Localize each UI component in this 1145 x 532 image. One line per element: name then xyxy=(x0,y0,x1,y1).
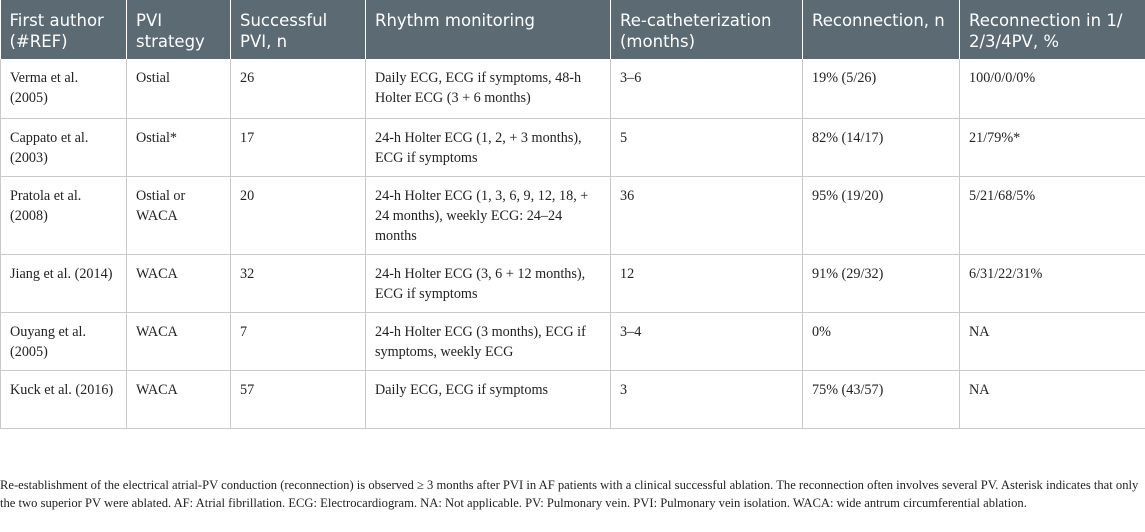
cell-reconnection-pv: 21/79%* xyxy=(960,118,1145,176)
cell-re-catheterization: 5 xyxy=(611,118,803,176)
cell-successful-pvi: 32 xyxy=(231,254,366,312)
table-row xyxy=(1,312,1145,370)
header-first-author: First author (#REF) xyxy=(1,0,127,59)
cell-re-catheterization: 3 xyxy=(611,370,803,428)
table-row xyxy=(1,254,1145,312)
cell-rhythm-monitoring: 24-h Holter ECG (1, 3, 6, 9, 12, 18, + 24 months), weekly ECG: 24–24 months xyxy=(366,176,611,254)
cell-author: Cappato et al. (2003) xyxy=(1,118,127,176)
header-pvi-strategy: PVI strategy xyxy=(127,0,231,59)
table-row xyxy=(1,370,1145,428)
cell-strategy: WACA xyxy=(127,370,231,428)
header-successful-pvi: Successful PVI, n xyxy=(231,0,366,59)
header-re-catheterization: Re-catheterization (months) xyxy=(611,0,803,59)
cell-rhythm-monitoring: 24-h Holter ECG (3 months), ECG if symptoms, weekly ECG xyxy=(366,312,611,370)
header-reconnection-pv: Reconnection in 1/ 2/3/4PV, % xyxy=(960,0,1145,59)
cell-reconnection-pv: 6/31/22/31% xyxy=(960,254,1145,312)
cell-re-catheterization: 36 xyxy=(611,176,803,254)
cell-successful-pvi: 20 xyxy=(231,176,366,254)
cell-author: Verma et al. (2005) xyxy=(1,59,127,118)
header-reconnection: Reconnection, n xyxy=(803,0,960,59)
cell-re-catheterization: 12 xyxy=(611,254,803,312)
table-row xyxy=(1,59,1145,118)
cell-reconnection-pv: NA xyxy=(960,312,1145,370)
cell-reconnection: 75% (43/57) xyxy=(803,370,960,428)
cell-reconnection: 0% xyxy=(803,312,960,370)
cell-successful-pvi: 7 xyxy=(231,312,366,370)
cell-strategy: WACA xyxy=(127,254,231,312)
cell-reconnection: 82% (14/17) xyxy=(803,118,960,176)
header-row xyxy=(1,0,1145,59)
cell-reconnection-pv: 5/21/68/5% xyxy=(960,176,1145,254)
table-footnote: Re-establishment of the electrical atrial-PV conduction (reconnection) is observed ≥ 3 months after PVI in AF patients with a clinical successful ablation. The reconnection often involves several PV. Asterisk indicates that only the two superior PV were ablated. AF: Atrial fibrillation. ECG: Electrocardiogram. NA: Not applicable. PV: Pulmonary vein. PVI: Pulmonary vein isolation. WACA: wide antrum circumferential ablation. xyxy=(0,478,1139,510)
cell-author: Pratola et al. (2008) xyxy=(1,176,127,254)
header-rhythm-monitoring: Rhythm monitoring xyxy=(366,0,611,59)
cell-rhythm-monitoring: 24-h Holter ECG (1, 2, + 3 months), ECG if symptoms xyxy=(366,118,611,176)
cell-strategy: Ostial xyxy=(127,59,231,118)
cell-reconnection: 91% (29/32) xyxy=(803,254,960,312)
cell-successful-pvi: 57 xyxy=(231,370,366,428)
cell-strategy: Ostial or WACA xyxy=(127,176,231,254)
cell-re-catheterization: 3–6 xyxy=(611,59,803,118)
cell-rhythm-monitoring: Daily ECG, ECG if symptoms xyxy=(366,370,611,428)
cell-author: Jiang et al. (2014) xyxy=(1,254,127,312)
table-row xyxy=(1,176,1145,254)
cell-rhythm-monitoring: Daily ECG, ECG if symptoms, 48-h Holter ECG (3 + 6 months) xyxy=(366,59,611,118)
cell-rhythm-monitoring: 24-h Holter ECG (3, 6 + 12 months), ECG if symptoms xyxy=(366,254,611,312)
table-row xyxy=(1,118,1145,176)
cell-strategy: Ostial* xyxy=(127,118,231,176)
cell-strategy: WACA xyxy=(127,312,231,370)
cell-reconnection: 95% (19/20) xyxy=(803,176,960,254)
cell-reconnection: 19% (5/26) xyxy=(803,59,960,118)
cell-author: Kuck et al. (2016) xyxy=(1,370,127,428)
cell-reconnection-pv: 100/0/0/0% xyxy=(960,59,1145,118)
cell-successful-pvi: 17 xyxy=(231,118,366,176)
cell-author: Ouyang et al. (2005) xyxy=(1,312,127,370)
cell-successful-pvi: 26 xyxy=(231,59,366,118)
cell-reconnection-pv: NA xyxy=(960,370,1145,428)
cell-re-catheterization: 3–4 xyxy=(611,312,803,370)
